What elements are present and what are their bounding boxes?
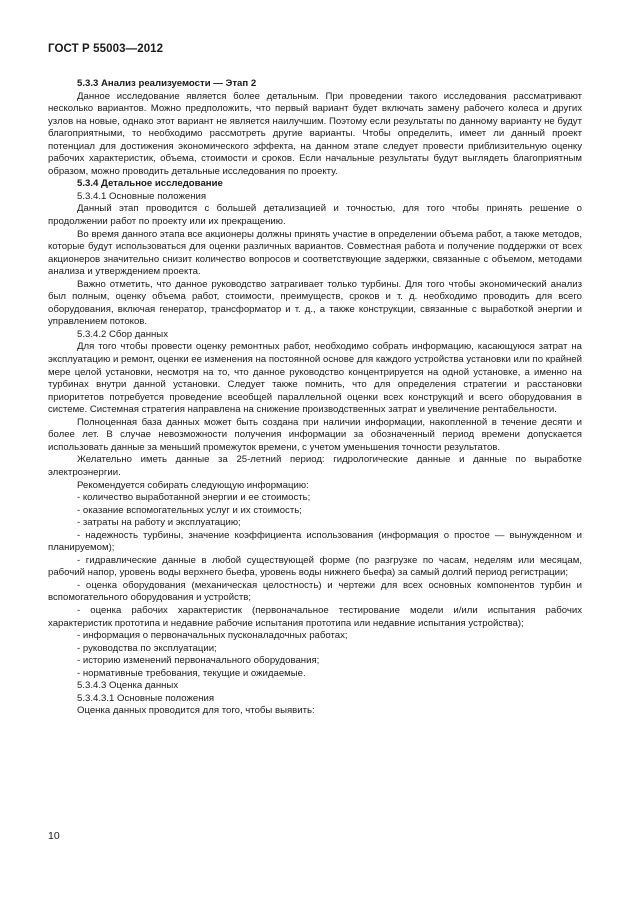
section-heading: 5.3.3 Анализ реализуемости — Этап 2 [77,78,257,89]
paragraph: Важно отметить, что данное руководство затрагивает только турбины. Для того чтобы экономический анализ был полным, оценку объема работ, стоимости, преимуществ, сроков и т. д. необходимо проводить для всего оборудования, включая генератор, трансформатор и т. д., а также конструкции, связанные с выработкой энергии и управлением потоков. [48,278,582,328]
paragraph: Для того чтобы провести оценку ремонтных работ, необходимо собрать информацию, касающуюся затрат на эксплуатацию и ремонт, оценки ее изменения на постоянной основе для каждого устройства установки или по крайней мере целой установки, несмотря на то, что данное руководство концентрируется на одной установке, а именно на турбинах внутри данной установки. Следует также помнить, что для определения стратегии и расстановки приоритетов потребуется проведение всеобщей параллельной оценки всех конструкций и всего оборудования в системе. Системная стратегия направлена на снижение производственных затрат и увеличение рентабельности. [48,341,582,416]
list-item: - гидравлические данные в любой существующей форме (по разгрузке по часам, неделям или месяцам, рабочий напор, уровень воды верхнего бьефа, уровень воды нижнего бьефа) за самый долгий период регистрации; [48,554,582,579]
paragraph: Желательно иметь данные за 25-летний период: гидрологические данные и данные по выработке электроэнергии. [48,454,582,478]
document-body [48,78,582,718]
list-item: - затраты на работу и эксплуатацию; [77,517,241,529]
subsection-heading: 5.3.4.3.1 Основные положения [77,692,215,704]
list-item: - оказание вспомогательных услуг и их стоимость; [77,504,302,516]
list-item: - количество выработанной энергии и ее стоимость; [77,492,311,504]
paragraph: Во время данного этапа все акционеры должны принять участие в определении объема работ, а также методов, которые будут использоваться для оценки различных вариантов. Совместная работа и получение поддержки от всех акционеров значительно снизит количество вопросов и соответствующие задержки, связанные с объемом, методами анализа и утверждением проекта. [48,228,582,278]
subsection-heading: 5.3.4.1 Основные положения [77,190,207,202]
paragraph: Рекомендуется собирать следующую информацию: [77,479,309,491]
paragraph: Полноценная база данных может быть создана при наличии информации, накопленной в течение десяти и более лет. В случае невозможности получения информации за обозначенный период времени допускается использовать данные за меньший промежуток времени, с учетом уменьшения точности результатов. [48,416,582,453]
list-item: - надежность турбины, значение коэффициента использования (информация о простое — вынужденном и планируемом); [48,529,582,554]
subsection-heading: 5.3.4.2 Сбор данных [77,328,168,340]
paragraph: Данный этап проводится с большей детализацией и точностью, для того чтобы принять решение о продолжении работ по проекту или их прекращению. [48,203,582,228]
subsection-heading: 5.3.4.3 Оценка данных [77,680,179,692]
list-item: - нормативные требования, текущие и ожидаемые. [77,667,306,679]
paragraph: Оценка данных проводится для того, чтобы выявить: [77,705,315,717]
list-item: - историю изменений первоначального оборудования; [77,655,320,667]
list-item: - оценка оборудования (механическая целостность) и чертежи для всех основных компонентов турбин и вспомогательного оборудования и устройств; [48,579,582,604]
page-number: 10 [48,830,60,842]
section-heading: 5.3.4 Детальное исследование [77,178,223,190]
document-code-header: ГОСТ Р 55003—2012 [48,43,164,55]
paragraph: Данное исследование является более детальным. При проведении такого исследования рассматривают несколько вариантов. Можно предположить, что первый вариант будет включать замену рабочего колеса и других узлов на новые, однако этот вариант не является наилучшим. Поэтому если результаты по данному варианту не будут благоприятными, то необходимо рассмотреть другие варианты. Чтобы определить, имеет ли данный проект потенциал для достижения экономического эффекта, на данном этапе следует провести приблизительную оценку рабочих характеристик, объема, стоимости и сроков. Если начальные результаты будут выглядеть благоприятным образом, можно проводить детальные исследования по проекту. [48,90,582,177]
list-item: - информация о первоначальных пусконаладочных работах; [77,630,348,642]
list-item: - оценка рабочих характеристик (первоначальное тестирование модели и/или испытания рабочих характеристик прототипа и недавние рабочие испытания прототипа или недавние испытания устройства); [48,604,582,629]
list-item: - руководства по эксплуатации; [77,642,217,654]
